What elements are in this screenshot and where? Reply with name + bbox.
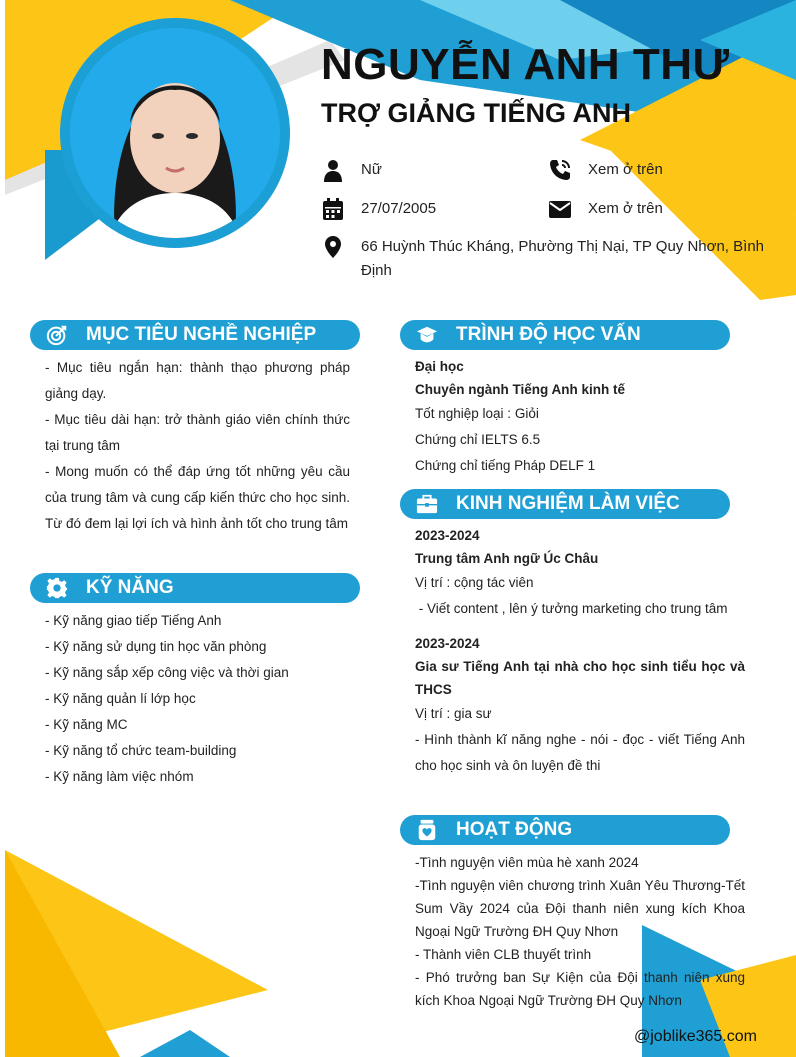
skill-item: - Kỹ năng quản lí lớp học bbox=[45, 691, 196, 706]
dob-row bbox=[321, 197, 436, 221]
education-level: Đại học bbox=[415, 359, 464, 374]
heart-badge-icon bbox=[416, 819, 438, 841]
calendar-icon bbox=[321, 197, 345, 221]
skill-item: - Kỹ năng sắp xếp công việc và thời gian bbox=[45, 665, 289, 680]
job-detail: - Hình thành kĩ năng nghe - nói - đọc - viết Tiếng Anh cho học sinh và ôn luyện đề thi bbox=[415, 732, 745, 773]
graduation-cap-icon bbox=[416, 324, 438, 346]
portrait-image bbox=[70, 28, 280, 238]
skill-item: - Kỹ năng giao tiếp Tiếng Anh bbox=[45, 613, 222, 628]
job-detail: - Viết content , lên ý tưởng marketing cho trung tâm bbox=[415, 601, 728, 616]
education-details bbox=[415, 355, 745, 479]
skills-header bbox=[30, 573, 360, 603]
location-pin-icon bbox=[321, 235, 345, 259]
user-icon bbox=[321, 158, 345, 182]
activity-item: - Thành viên CLB thuyết trình bbox=[415, 947, 592, 962]
job-period: 2023-2024 bbox=[415, 528, 480, 543]
envelope-icon bbox=[548, 197, 572, 221]
education-major: Chuyên ngành Tiếng Anh kinh tế bbox=[415, 382, 626, 397]
activities-title: HOẠT ĐỘNG bbox=[456, 819, 573, 840]
email-row bbox=[548, 197, 663, 221]
education-line: Chứng chỉ tiếng Pháp DELF 1 bbox=[415, 458, 596, 473]
skill-item: - Kỹ năng tổ chức team-building bbox=[45, 743, 237, 758]
activity-item: -Tình nguyện viên chương trình Xuân Yêu Thương-Tết Sum Vầy 2024 của Đội thanh niên xung kích Khoa Ngoại Ngữ Trường ĐH Quy Nhơn bbox=[415, 878, 745, 939]
phone-row bbox=[548, 158, 663, 182]
job-company: Gia sư Tiếng Anh tại nhà cho học sinh tiểu học và THCS bbox=[415, 659, 745, 697]
education-line: Chứng chỉ IELTS 6.5 bbox=[415, 432, 541, 447]
dob-value: 27/07/2005 bbox=[361, 200, 437, 217]
phone-value: Xem ở trên bbox=[588, 161, 663, 178]
skill-item: - Kỹ năng sử dụng tin học văn phòng bbox=[45, 639, 267, 654]
gear-icon bbox=[46, 577, 68, 599]
experience-job-1 bbox=[415, 524, 745, 622]
activity-item: -Tình nguyện viên mùa hè xanh 2024 bbox=[415, 855, 639, 870]
objective-header bbox=[30, 320, 360, 350]
activities-header bbox=[400, 815, 730, 845]
education-line: Tốt nghiệp loại : Giỏi bbox=[415, 406, 539, 421]
gender-row bbox=[321, 158, 382, 182]
objective-title: MỤC TIÊU NGHỀ NGHIỆP bbox=[86, 324, 317, 345]
watermark: @joblike365.com bbox=[634, 1028, 757, 1045]
experience-title: KINH NGHIỆM LÀM VIỆC bbox=[456, 493, 680, 514]
briefcase-icon bbox=[416, 493, 438, 515]
job-position: Vị trí : gia sư bbox=[415, 706, 492, 721]
experience-job-2 bbox=[415, 632, 745, 779]
objective-item: - Mong muốn có thể đáp ứng tốt những yêu cầu của trung tâm và cung cấp kiến thức cho học sinh. Từ đó đem lại lợi ích và hình ảnh tốt cho trung tâm bbox=[45, 464, 350, 531]
objective-item: - Mục tiêu ngắn hạn: thành thạo phương pháp giảng dạy. bbox=[45, 360, 350, 401]
email-value: Xem ở trên bbox=[588, 200, 663, 217]
education-title: TRÌNH ĐỘ HỌC VẤN bbox=[456, 324, 641, 345]
address-row bbox=[321, 235, 776, 283]
job-period: 2023-2024 bbox=[415, 636, 480, 651]
objective-list bbox=[45, 355, 350, 537]
gender-value: Nữ bbox=[361, 161, 382, 178]
skills-list bbox=[45, 608, 350, 790]
activities-list bbox=[415, 851, 745, 1012]
objective-item: - Mục tiêu dài hạn: trở thành giáo viên chính thức tại trung tâm bbox=[45, 412, 350, 453]
target-icon bbox=[46, 324, 68, 346]
activity-item: - Phó trưởng ban Sự Kiện của Đội thanh niên xung kích Khoa Ngoại Ngữ Trường ĐH Quy Nhơn bbox=[415, 970, 745, 1008]
skills-title: KỸ NĂNG bbox=[86, 577, 174, 598]
job-position: Vị trí : cộng tác viên bbox=[415, 575, 534, 590]
experience-header bbox=[400, 489, 730, 519]
phone-icon bbox=[548, 158, 572, 182]
address-value: 66 Huỳnh Thúc Kháng, Phường Thị Nại, TP Quy Nhơn, Bình Định bbox=[361, 238, 765, 279]
job-company: Trung tâm Anh ngữ Úc Châu bbox=[415, 551, 599, 566]
skill-item: - Kỹ năng làm việc nhóm bbox=[45, 769, 194, 784]
education-header bbox=[400, 320, 730, 350]
avatar bbox=[70, 28, 280, 238]
job-title: TRỢ GIẢNG TIẾNG ANH bbox=[321, 98, 632, 128]
candidate-name: NGUYỄN ANH THƯ bbox=[321, 40, 730, 89]
skill-item: - Kỹ năng MC bbox=[45, 717, 128, 732]
